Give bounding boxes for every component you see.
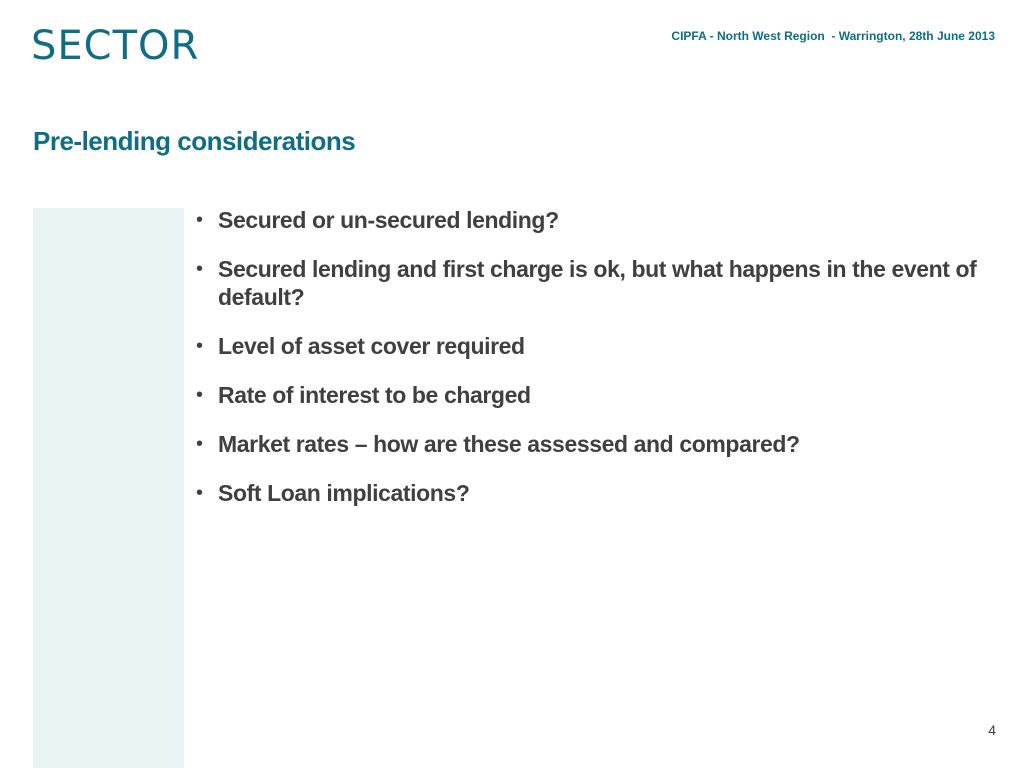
page-number: 4 [988, 722, 996, 738]
bullet-item [196, 206, 986, 234]
bullet-item [196, 255, 986, 311]
bullet-text: Rate of interest to be charged [218, 382, 531, 408]
bullet-dot-icon: • [196, 209, 203, 231]
side-panel [33, 208, 184, 768]
bullet-text: Market rates – how are these assessed and compared? [218, 431, 800, 457]
bullet-text: Secured or un-secured lending? [218, 207, 559, 233]
bullet-dot-icon: • [196, 384, 203, 406]
bullet-text: Level of asset cover required [218, 333, 525, 359]
bullet-dot-icon: • [196, 335, 203, 357]
bullet-text: Secured lending and first charge is ok, but what happens in the event of default? [218, 256, 977, 310]
bullet-text: Soft Loan implications? [218, 480, 470, 506]
slide-title: Pre-lending considerations [33, 126, 356, 156]
event-info: CIPFA - North West Region - Warrington, 28th June 2013 [671, 29, 995, 43]
bullet-item [196, 479, 986, 507]
bullet-dot-icon: • [196, 482, 203, 504]
bullet-item [196, 430, 986, 458]
bullet-item [196, 332, 986, 360]
bullet-item [196, 381, 986, 409]
bullet-dot-icon: • [196, 258, 203, 280]
bullet-list [196, 206, 986, 528]
bullet-dot-icon: • [196, 433, 203, 455]
sector-logo: SECTOR [31, 23, 200, 69]
